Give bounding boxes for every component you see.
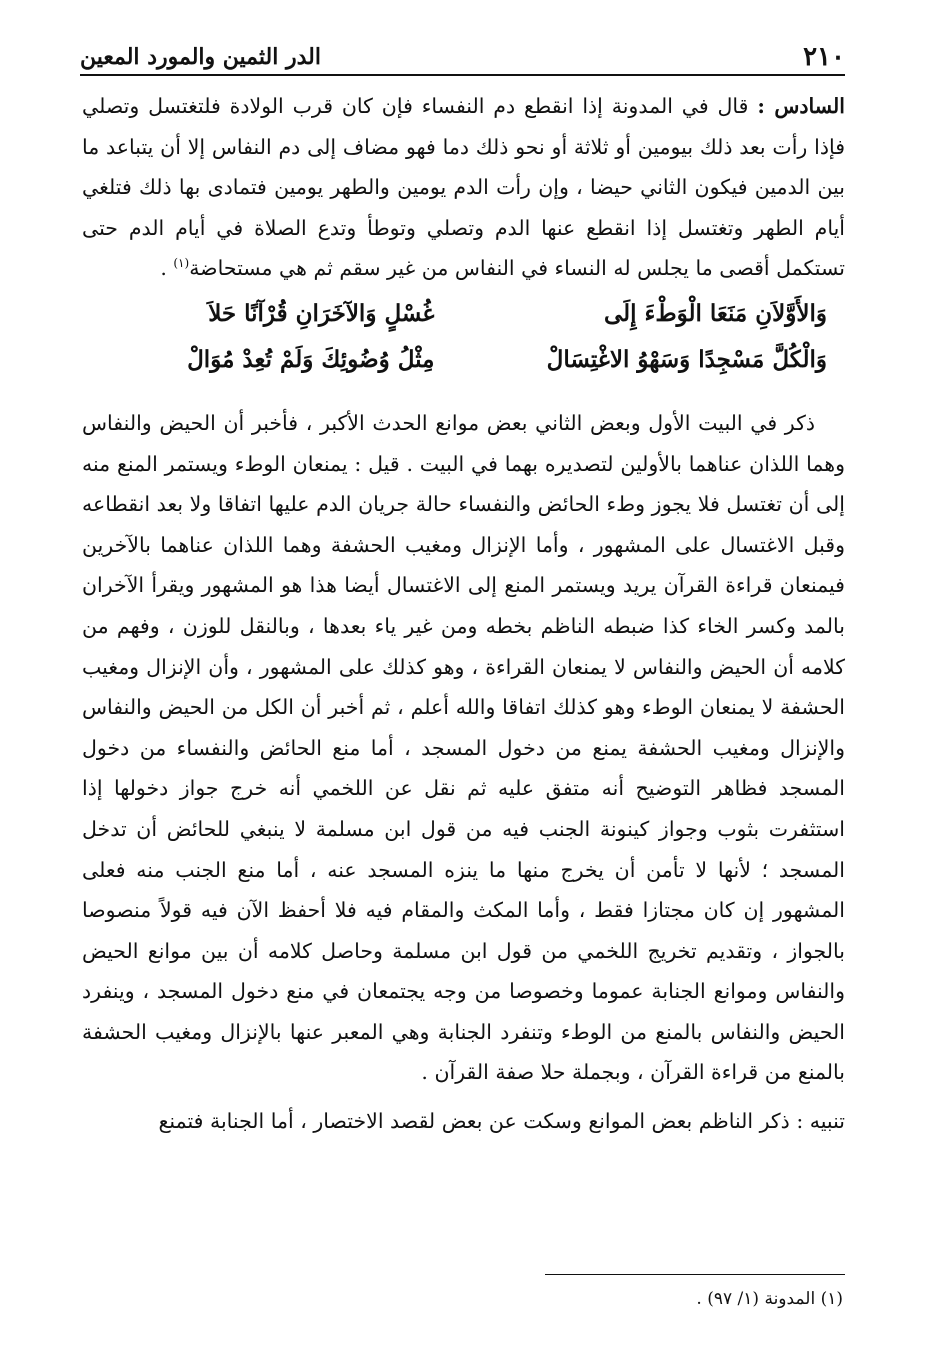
verse-2-first-hemistich: وَالْكُلَّ مَسْجِدًا وَسَهْوُ الاغْتِسَالْ: [546, 345, 827, 373]
verse-line-1: [100, 291, 827, 337]
verse-block: [82, 291, 845, 383]
page-header: [80, 38, 845, 76]
verse-2-second-hemistich: مِثْلُ وُضُوئِكَ وَلَمْ تُعِدْ مُوَالْ: [187, 345, 435, 373]
verse-1-second-hemistich: غُسْلٍ وَالآخَرَانِ قُرْآنًا حَلاَ: [208, 299, 435, 327]
paragraph-1-end: .: [160, 256, 174, 281]
verse-line-2: [100, 337, 827, 383]
page-number: ٢١٠: [803, 42, 845, 72]
footnote: (١) المدونة (١/ ٩٧) .: [696, 1289, 843, 1309]
footnote-reference: (١): [173, 256, 190, 271]
footnote-divider: [545, 1274, 845, 1275]
paragraph-3-notice: تنبيه : ذكر الناظم بعض الموانع وسكت عن بعض لقصد الاختصار ، أما الجنابة فتمنع: [158, 1109, 845, 1134]
running-title: الدر الثمين والمورد المعين: [80, 44, 322, 70]
paragraph-1: [82, 86, 845, 289]
body-text: [82, 86, 845, 1142]
paragraph-2: ذكر في البيت الأول وبعض الثاني بعض موانع الحدث الأكبر ، فأخبر أن الحيض والنفاس وهما اللذان عناهما بالأولين لتصديره بهما في البيت . قيل : يمنعان الوطء ويستمر المنع منه إلى أن تغتسل فلا يجوز وطء الحائض والنفساء حالة جريان الدم عليها اتفاقا ولا بعد انقطاعه وقبل الاغتسال على المشهور ، وأما الإنزال ومغيب الحشفة وهما اللذان عناهما بالآخرين فيمنعان قراءة القرآن يريد ويستمر المنع إلى الاغتسال أيضا هذا هو المشهور ويقرأ الآخران بالمد وكسر الخاء كذا ضبطه الناظم بخطه ومن غير ياء بعدها ، وبالنقل للوزن ، وفهم من كلامه أن الحيض والنفاس لا يمنعان القراءة ، وهو كذلك على المشهور ، وأن الإنزال ومغيب الحشفة لا يمنعان الوطء وهو كذلك اتفاقا والله أعلم ، ثم أخبر أن الكل من الحيض والنفاس والإنزال ومغيب الحشفة يمنع من دخول المسجد ، أما منع الحائض والنفساء من دخول المسجد فظاهر التوضيح أنه متفق عليه ثم نقل عن اللخمي أنه خرج جواز دخولها إذا استثفرت بثوب وجواز كينونة الجنب فيه من قول ابن مسلمة لا ينبغي للحائض أن تدخل المسجد ؛ لأنها لا تأمن أن يخرج منها ما ينزه المسجد عنه ، أما منع الجنب منه فعلى المشهور إن كان مجتازا فقط ، وأما المكث والمقام فيه فلا أحفظ الآن فيه قولاً منصوصا بالجواز ، وتقديم تخريج اللخمي من قول ابن مسلمة وحاصل كلامه أن بين موانع الحيض والنفاس وموانع الجنابة عموما وخصوصا من وجه يجتمعان في منع دخول المسجد ، وينفرد الحيض والنفاس بالمنع من الوطء وتنفرد الجنابة وهي المعبر عنها بالإنزال ومغيب الحشفة بالمنع من قراءة القرآن ، وبجملة حلا صفة القرآن .: [82, 410, 845, 1085]
paragraph-1-text: قال في المدونة إذا انقطع دم النفساء فإن كان قرب الولادة فلتغتسل وتصلي فإذا رأت بعد ذلك بيومين أو ثلاثة أو نحو ذلك دما فهو مضاف إلى دم النفاس إلا أن يتباعد ما بين الدمين فيكون الثاني حيضا ، وإن رأت الدم يومين والطهر يومين فتمادى بها ذلك فتلغي أيام الطهر وتغتسل إذا انقطع عنها الدم وتصلي وتوطأ وتدع الصلاة في أيام الدم حتى تستكمل أقصى ما يجلس له النساء في النفاس من غير سقم ثم هي مستحاضة: [82, 94, 845, 281]
paragraph-1-lead: السادس :: [757, 94, 845, 118]
verse-1-first-hemistich: وَالأَوَّلاَنِ مَنَعَا الْوَطْءَ إِلَى: [603, 299, 827, 327]
